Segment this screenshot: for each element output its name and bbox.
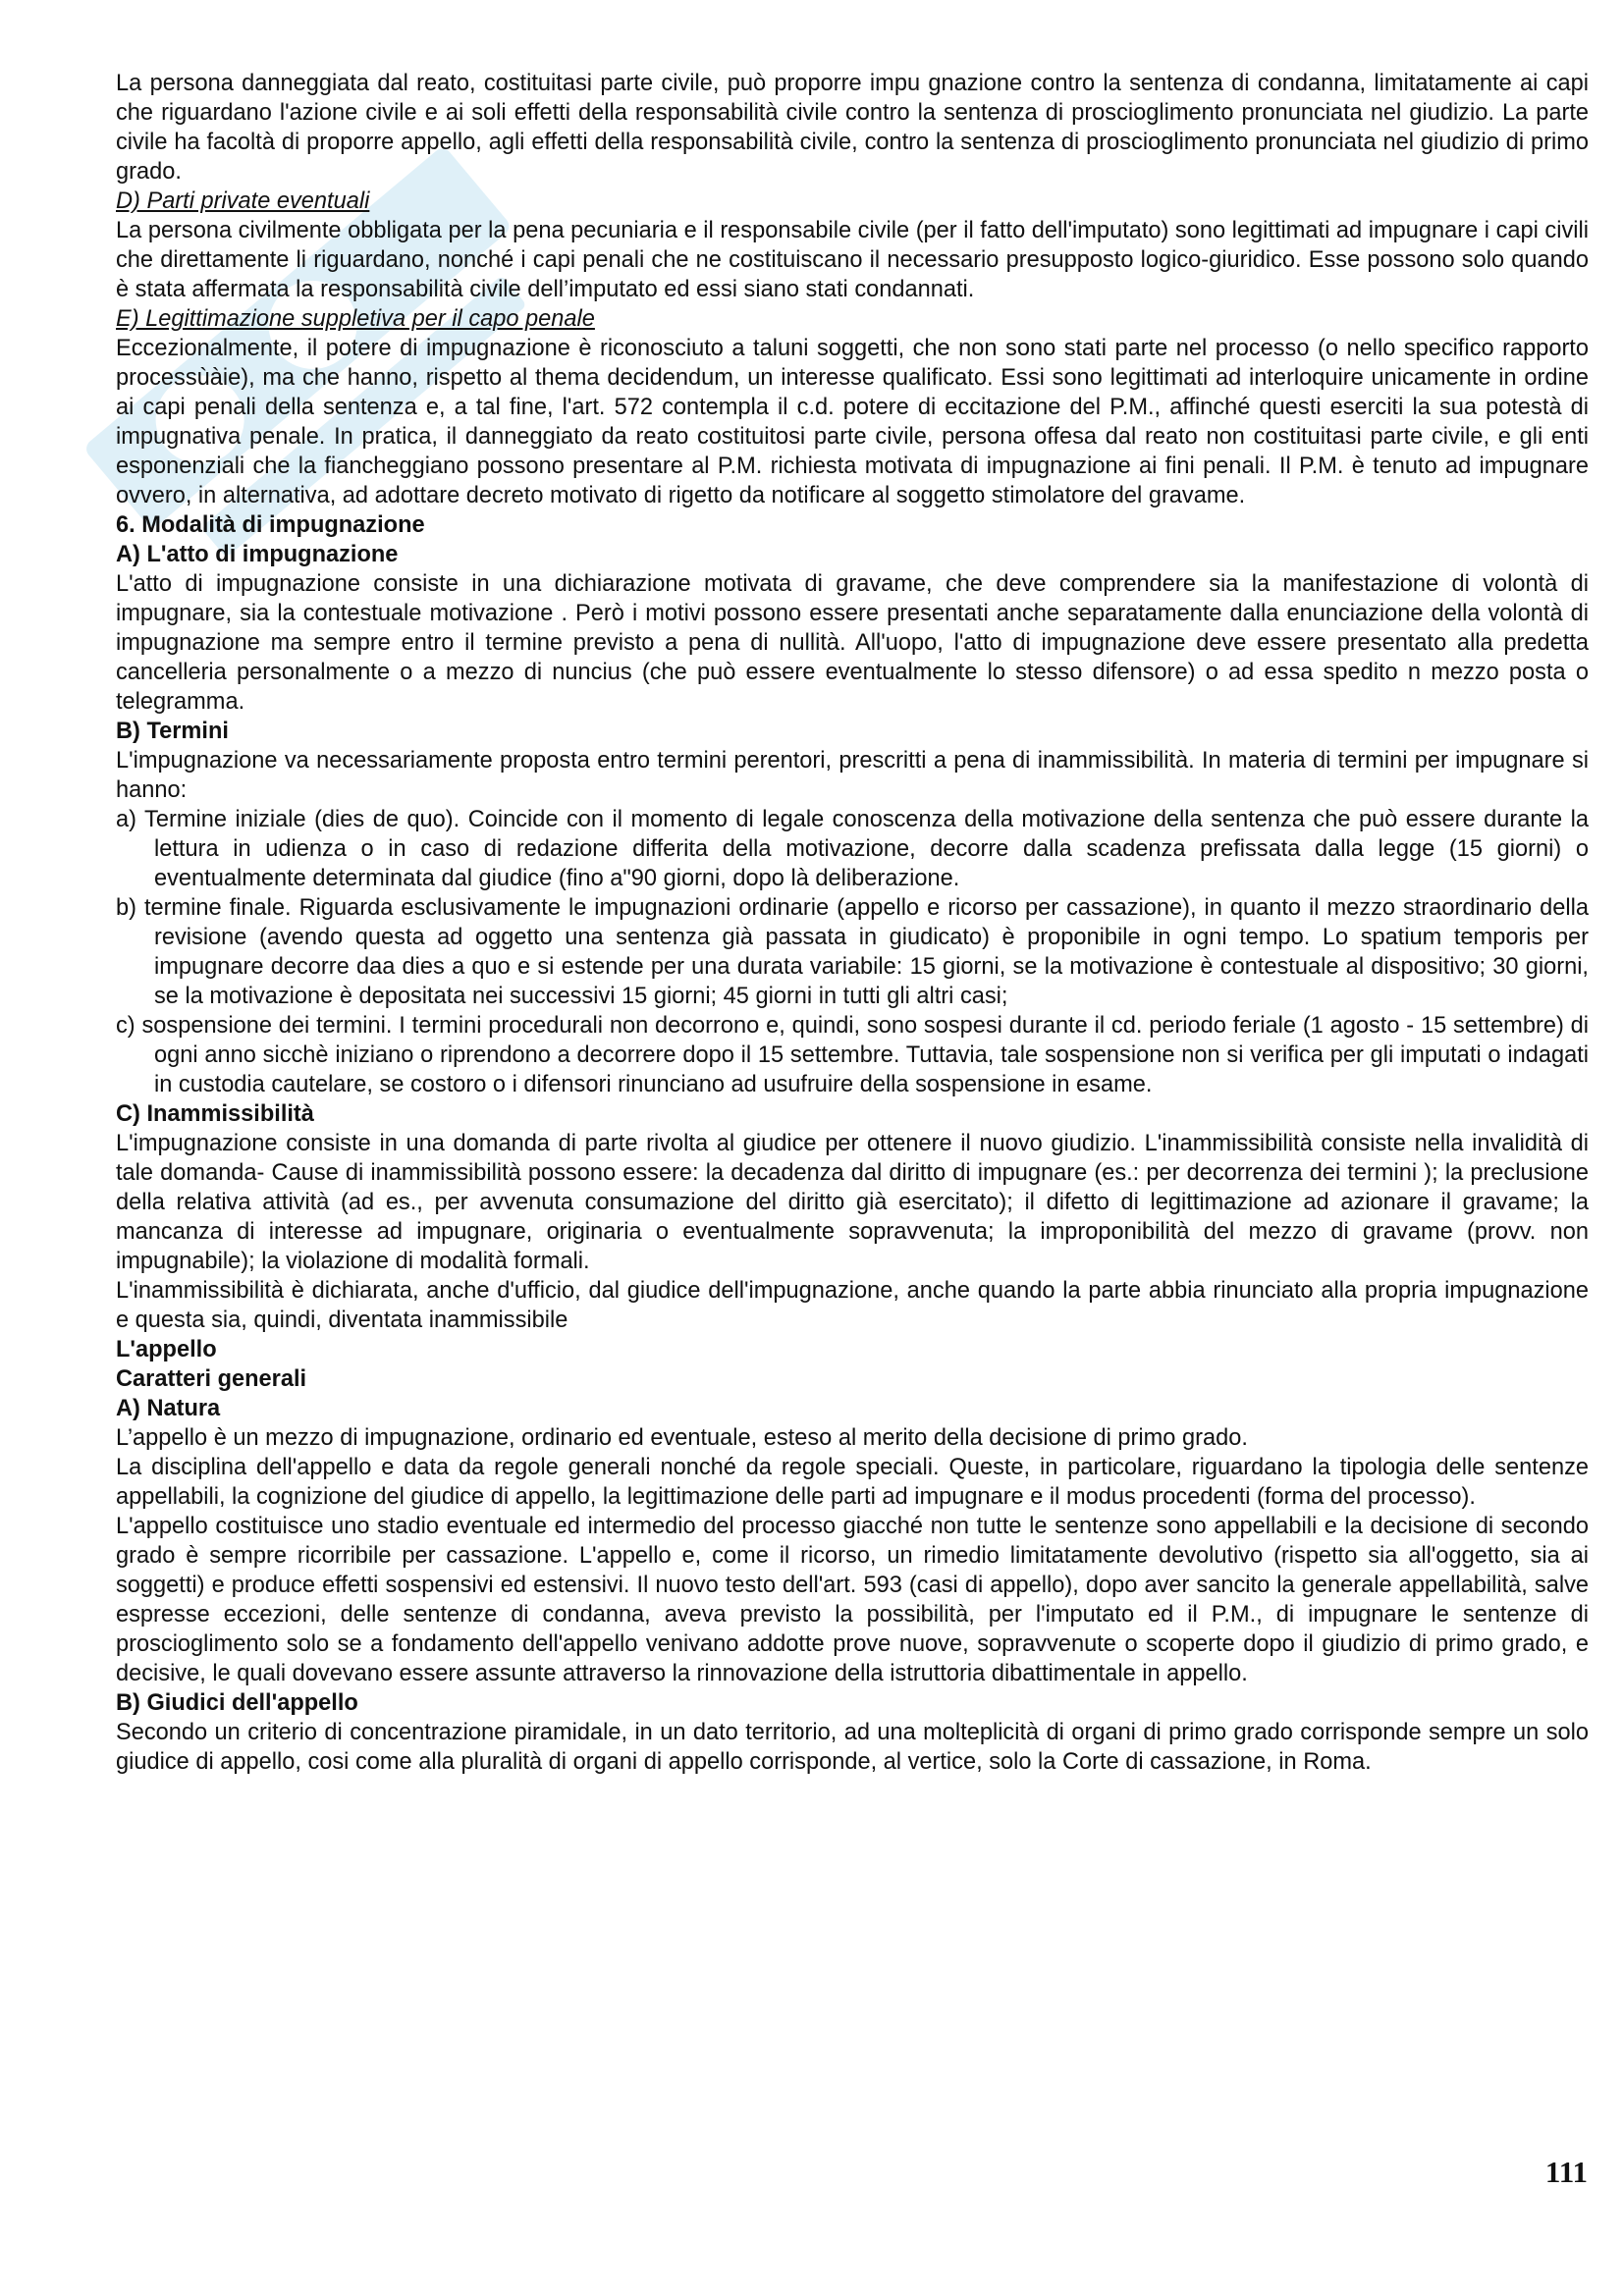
paragraph-legittimazione: Eccezionalmente, il potere di impugnazione è riconosciuto a taluni soggetti, che non sono stati parte nel processo (o nello specifico rapporto processùàie), ma che hanno, rispetto al thema decidendum, un interesse qualificato. Essi sono legittimati ad interloquire unicamente in ordine ai capi penali della sentenza e, a tal fine, l'art. 572 contempla il c.d. potere di eccitazione del P.M., affinché questi eserciti la sua potestà di impugnativa penale. In pratica, il danneggiato da reato costituitosi parte civile, persona offesa dal reato non costituitasi parte civile, e gli enti esponenziali che la fiancheggiano possono presentare al P.M. richiesta motivata di impugnazione ai fini penali. Il P.M. è tenuto ad impugnare ovvero, in alternativa, ad adottare decreto motivato di rigetto da notificare al soggetto stimolatore del gravame.: [116, 336, 1589, 508]
paragraph-termini-intro: L'impugnazione va necessariamente proposta entro termini perentori, prescritti a pena di inammissibilità. In materia di termini per impugnare si hanno:: [116, 748, 1589, 803]
heading-giudici-appello: B) Giudici dell'appello: [116, 1690, 358, 1716]
paragraph-inammissibilita-dichiarata: L'inammissibilità è dichiarata, anche d'ufficio, dal giudice dell'impugnazione, anche quando la parte abbia rinunciato alla propria impugnazione e questa sia, quindi, diventata inammissibile: [116, 1278, 1589, 1333]
paragraph-stadio-eventuale: L'appello costituisce uno stadio eventuale ed intermedio del processo giacché non tutte le sentenze sono appellabili e la decisione di secondo grado è sempre ricorribile per cassazione. L'appello e, come il ricorso, un rimedio limitatamente devolutivo (rispetto sia all'oggetto, sia ai soggetti) e produce effetti sospensivi ed estensivi. Il nuovo testo dell'art. 593 (casi di appello), dopo aver sancito la generale appellabilità, salve espresse eccezioni, delle sentenze di condanna, aveva previsto la possibilità, per l'imputato ed il P.M., di impugnare le sentenze di proscioglimento solo se a fondamento dell'appello venivano addotte prove nuove, sopravvenute o scoperte dopo il giudizio di primo grado, e decisive, le quali dovevano essere assunte attraverso la rinnovazione della istruttoria dibattimentale in appello.: [116, 1514, 1589, 1686]
heading-modalita-impugnazione: 6. Modalità di impugnazione: [116, 512, 425, 538]
paragraph-natura: L’appello è un mezzo di impugnazione, ordinario ed eventuale, esteso al merito della decisione di primo grado.: [116, 1425, 1248, 1451]
heading-inammissibilita: C) Inammissibilità: [116, 1101, 314, 1127]
list-item-termine-iniziale: a) Termine iniziale (dies de quo). Coincide con il momento di legale conoscenza della motivazione della sentenza che può essere durante la lettura in udienza o in caso di redazione differita della motivazione, decorre dalla scadenza prefissata dalla legge (15 giorni) o eventualmente determinata dal giudice (fino a"90 giorni, dopo là deliberazione.: [116, 807, 1589, 891]
heading-appello: L'appello: [116, 1337, 217, 1362]
paragraph-disciplina: La disciplina dell'appello e data da regole generali nonché da regole speciali. Queste, in particolare, riguardano la tipologia delle sentenze appellabili, la cognizione del giudice di appello, la legittimazione delle parti ad impugnare e il modus procedenti (forma del processo).: [116, 1455, 1589, 1510]
heading-caratteri-generali: Caratteri generali: [116, 1366, 307, 1392]
paragraph-inammissibilita: L'impugnazione consiste in una domanda di parte rivolta al giudice per ottenere il nuovo giudizio. L'inammissibilità consiste nella invalidità di tale domanda- Cause di inammissibilità possono essere: la decadenza dal diritto di impugnare (es.: per decorrenza dei termini ); la preclusione della relativa attività (ad es., per avvenuta consumazione del diritto già esercitato); il difetto di legittimazione ad azionare il gravame; la mancanza di interesse ad impugnare, originaria o eventualmente sopravvenuta; la improponibilità del mezzo di gravame (provv. non impugnabile); la violazione di modalità formali.: [116, 1131, 1589, 1274]
heading-atto-impugnazione: A) L'atto di impugnazione: [116, 542, 399, 567]
heading-natura: A) Natura: [116, 1396, 221, 1421]
subheading-legittimazione-suppletiva: E) Legittimazione suppletiva per il capo penale: [116, 306, 595, 332]
paragraph-parte-civile: La persona danneggiata dal reato, costituitasi parte civile, può proporre impu gnazione contro la sentenza di condanna, limitatamente ai capi che riguardano l'azione civile e ai soli effetti della responsabilità civile contro la sentenza di proscioglimento pronunciata nel giudizio. La parte civile ha facoltà di proporre appello, agli effetti della responsabilità civile, contro la sentenza di proscioglimento pronunciata nel giudizio di primo grado.: [116, 71, 1589, 185]
heading-termini: B) Termini: [116, 719, 229, 744]
paragraph-giudici-appello: Secondo un criterio di concentrazione piramidale, in un dato territorio, ad una molteplicità di organi di primo grado corrisponde sempre un solo giudice di appello, cosi come alla pluralità di organi di appello corrisponde, al vertice, solo la Corte di cassazione, in Roma.: [116, 1720, 1589, 1775]
page-number: 111: [1544, 2155, 1588, 2189]
document-body: [116, 69, 1589, 1777]
list-item-sospensione-termini: c) sospensione dei termini. I termini procedurali non decorrono e, quindi, sono sospesi durante il cd. periodo feriale (1 agosto - 15 settembre) di ogni anno sicchè iniziano o riprendono a decorrere dopo il 15 settembre. Tuttavia, tale sospensione non si verifica per gli imputati o indagati in custodia cautelare, se costoro o i difensori rinunciano ad usufruire della sospensione in esame.: [116, 1013, 1589, 1097]
paragraph-atto-impugnazione: L'atto di impugnazione consiste in una dichiarazione motivata di gravame, che deve comprendere sia la manifestazione di volontà di impugnare, sia la contestuale motivazione . Però i motivi possono essere presentati anche separatamente dalla enunciazione della volontà di impugnazione ma sempre entro il termine previsto a pena di nullità. All'uopo, l'atto di impugnazione deve essere presentato alla predetta cancelleria personalmente o a mezzo di nuncius (che può essere eventualmente lo stesso difensore) o ad essa spedito n mezzo posta o telegramma.: [116, 571, 1589, 715]
list-item-termine-finale: b) termine finale. Riguarda esclusivamente le impugnazioni ordinarie (appello e ricorso per cassazione), in quanto il mezzo straordinario della revisione (avendo questa ad oggetto una sentenza già passata in giudicato) è proponibile in ogni tempo. Lo spatium temporis per impugnare decorre daa dies a quo e si estende per una durata variabile: 15 giorni, se la motivazione è contestuale al dispositivo; 30 giorni, se la motivazione è depositata nei successivi 15 giorni; 45 giorni in tutti gli altri casi;: [116, 895, 1589, 1009]
paragraph-parti-private: La persona civilmente obbligata per la pena pecuniaria e il responsabile civile (per il fatto dell'imputato) sono legittimati ad impugnare i capi civili che direttamente li riguardano, nonché i capi penali che ne costituiscano il necessario presupposto logico-giuridico. Esse possono solo quando è stata affermata la responsabilità civile dell’imputato ed essi siano stati condannati.: [116, 218, 1589, 302]
subheading-parti-private-eventuali: D) Parti private eventuali: [116, 188, 370, 214]
